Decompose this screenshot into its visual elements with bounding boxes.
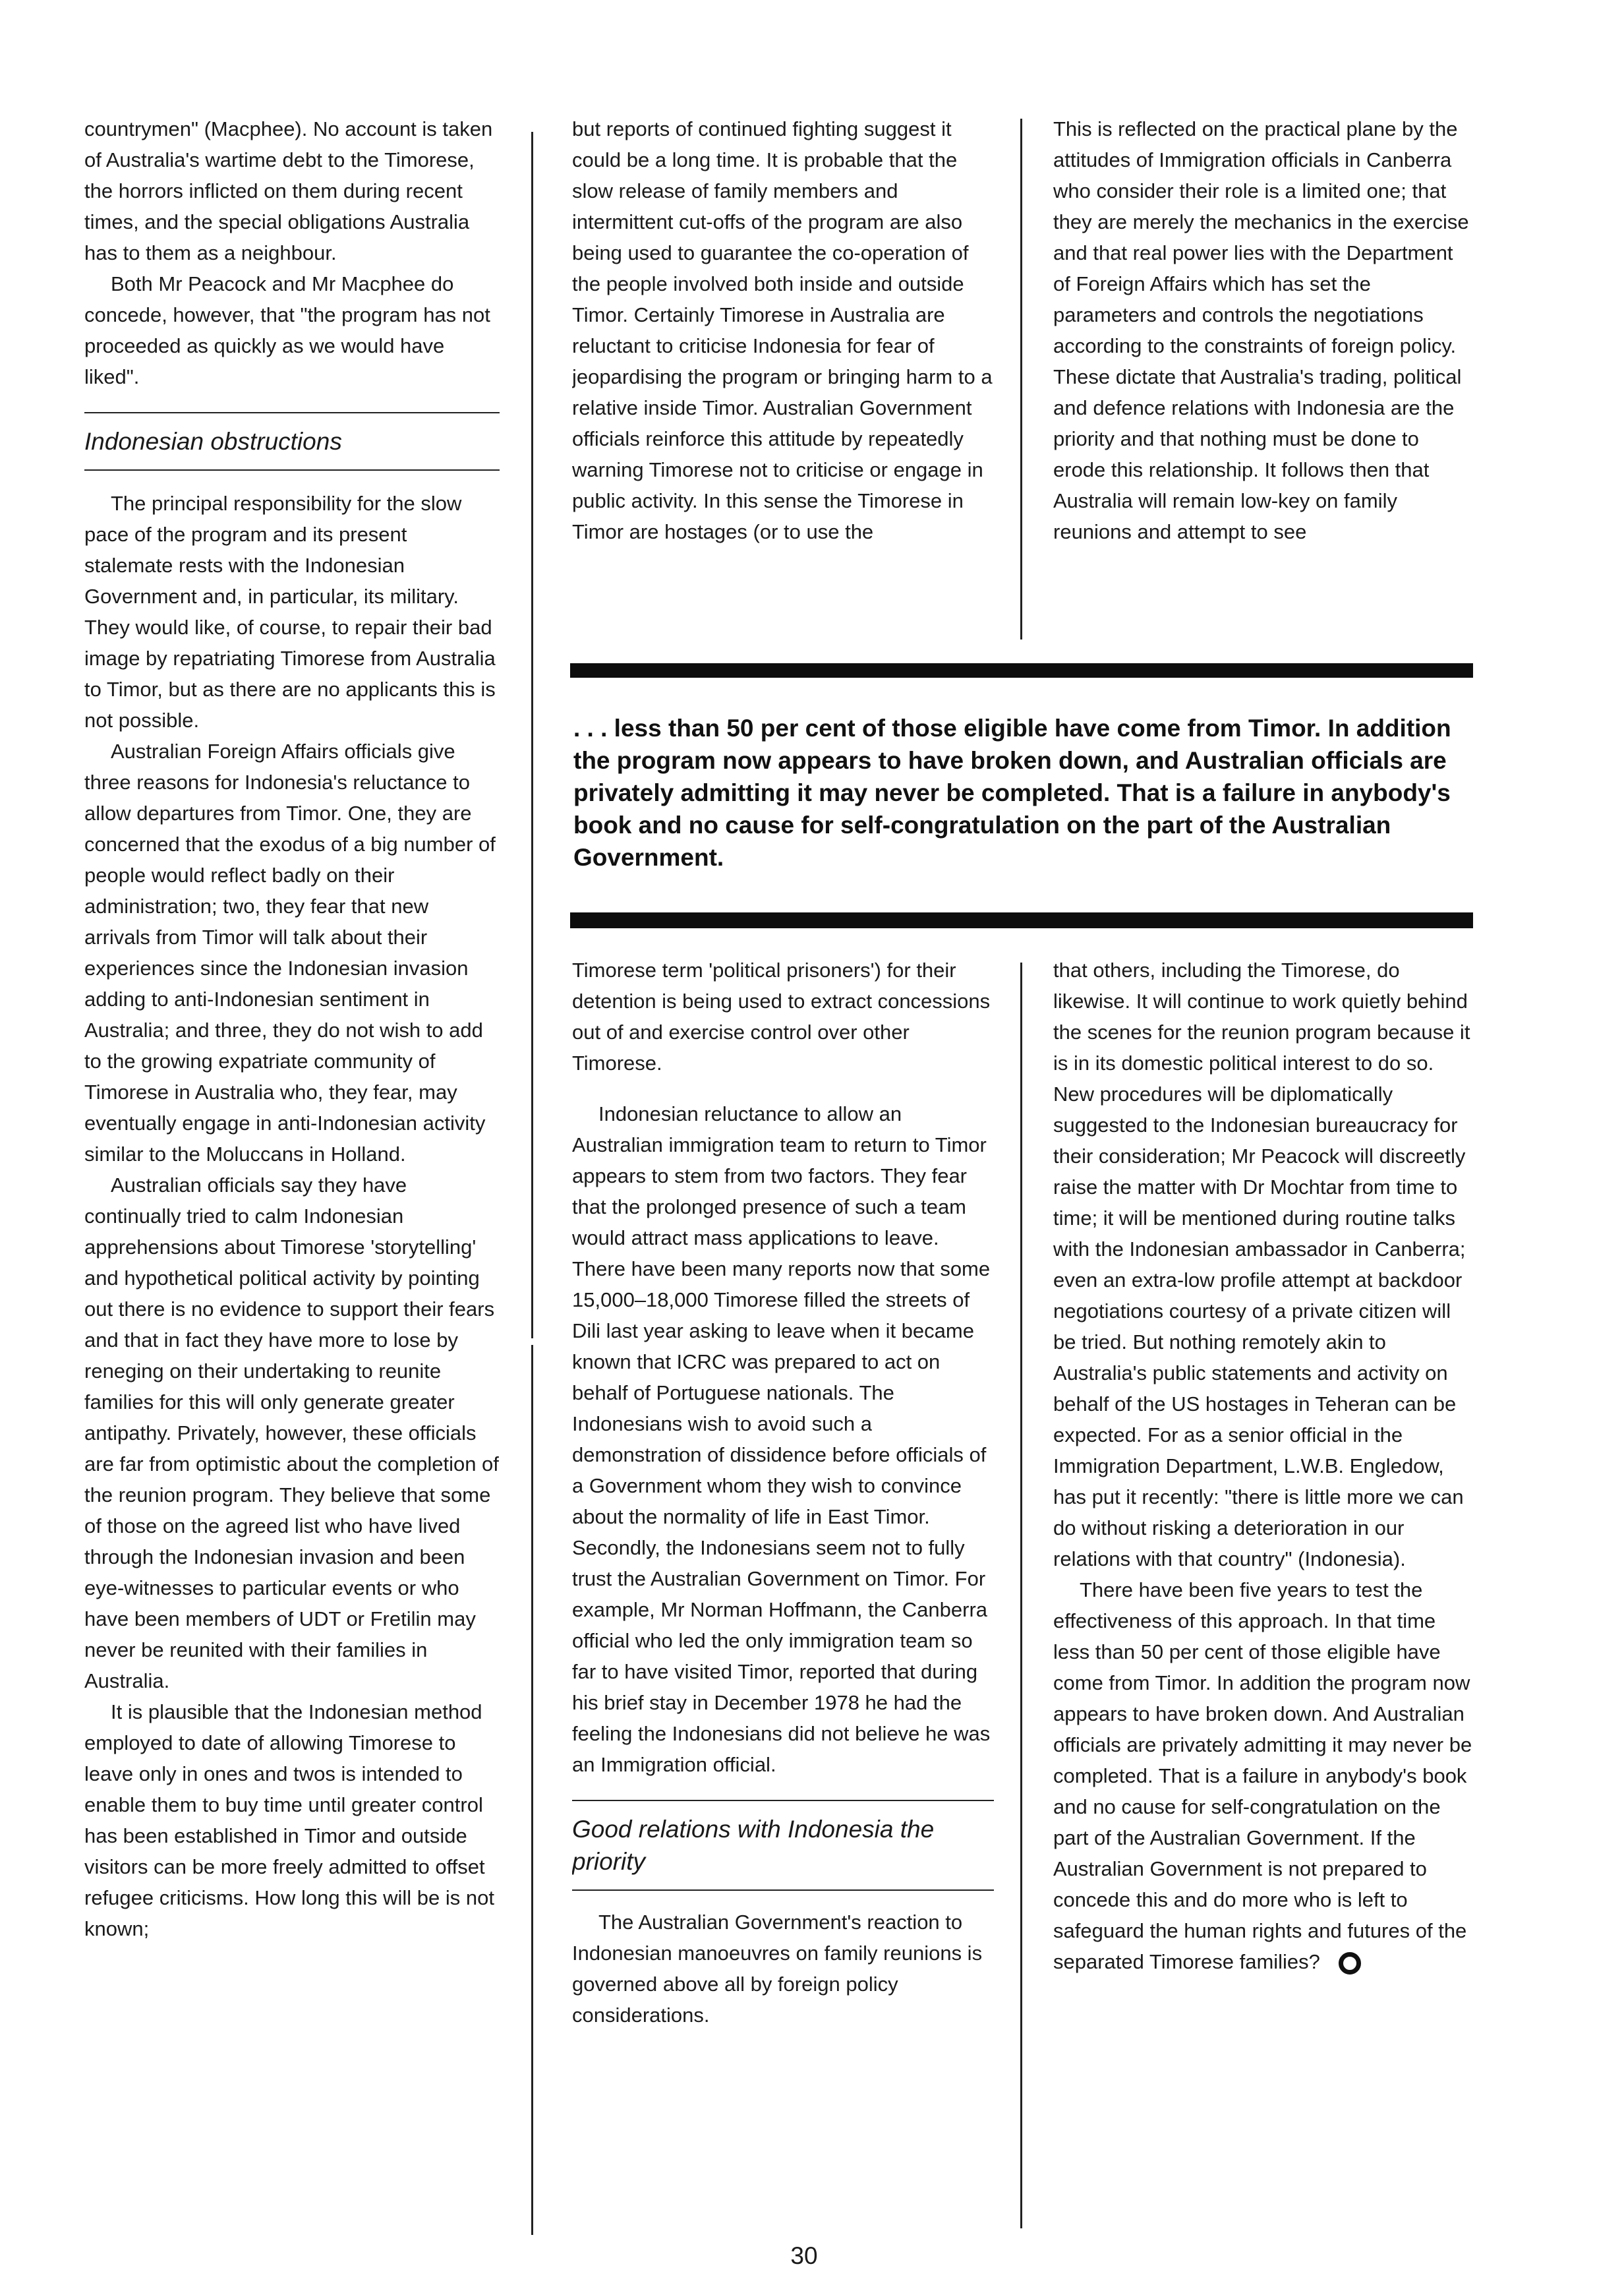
column-3-top (1053, 113, 1475, 641)
column-2-bottom (572, 955, 994, 2236)
column-divider (1020, 119, 1022, 639)
column-divider (531, 132, 533, 1338)
column-divider (531, 1345, 533, 2235)
column-2-top (572, 113, 994, 641)
paragraph-text: There have been five years to test the effectiveness of this approach. In that time less than 50 per cent of those eligible have come from Timor. In addition the program now appears to have broken down. And Australian officials are privately admitting it may never be completed. That is a failure in anybody's book and no cause for self-congratulation on the part of the Australian Government. If the Australian Government is not prepared to concede this and do more who is left to safeguard the human rights and futures of the separated Timorese families? (1053, 1578, 1472, 1973)
page-number: 30 (790, 2242, 818, 2269)
paragraph: Indonesian reluctance to allow an Australian immigration team to return to Timor appears to stem from two factors. They fear that the prolonged presence of such a team would attract mass applications to leave. There have been many reports now that some 15,000–18,000 Timorese filled the streets of Dili last year asking to leave when it became known that ICRC was prepared to act on behalf of Portuguese nationals. The Indonesians wish to avoid such a demonstration of dissidence before officials of a Government whom they wish to convince about the normality of life in East Timor. Secondly, the Indonesians seem not to fully trust the Australian Government on Timor. For example, Mr Norman Hoffmann, the Canberra official who led the only immigration team so far to have visited Timor, reported that during his brief stay in December 1978 he had the feeling the Indonesians did not believe he was an Immigration official. (572, 1102, 991, 1776)
paragraph: Both Mr Peacock and Mr Macphee do concede, however, that "the program has not proceeded as quickly as we would have liked". (84, 272, 490, 388)
paragraph: Australian officials say they have continually tried to calm Indonesian apprehensions about Timorese 'storytelling' and hypothetical political activity by pointing out there is no evidence to support their fears and that in fact they have more to lose by reneging on their undertaking to reunite families for this will only generate greater antipathy. Privately, however, these officials are far from optimistic about the completion of the reunion program. They believe that some of those on the agreed list who have lived through the Indonesian invasion and been eye-witnesses to particular events or who have been members of UDT or Fretilin may never be reunited with their families in Australia. (84, 1174, 499, 1692)
column-3-bottom (1053, 955, 1475, 2236)
column-divider (1020, 963, 1022, 2228)
pullquote-rule-top (570, 663, 1473, 678)
section-rule-bottom (572, 1889, 994, 1891)
section-rule-top (84, 412, 500, 413)
section-heading: Indonesian obstructions (84, 428, 342, 455)
paragraph: The principal responsibility for the slow pace of the program and its present stalemate rests with the Indonesian Government and, in particular, its military. They would like, of course, to repair their bad image by repatriating Timorese from Australia to Timor, but as there are no applicants this is not possible. (84, 492, 496, 732)
paragraph: that others, including the Timorese, do likewise. It will continue to work quietly behind the scenes for the reunion program because it is in its domestic political interest to do so. New procedures will be diplomatically suggested to the Indonesian bureaucracy for their consideration; Mr Peacock will discreetly raise the matter with Dr Mochtar from time to time; it will be mentioned during routine talks with the Indonesian ambassador in Canberra; even an extra-low profile attempt at backdoor negotiations courtesy of a private citizen will be tried. But nothing remotely akin to Australia's public statements and activity on behalf of the US hostages in Teheran can be expected. For as a senior official in the Immigration Department, L.W.B. Engledow, has put it recently: "there is little more we can do without risking a deterioration in our relations with that country" (Indonesia). (1053, 959, 1470, 1570)
paragraph: It is plausible that the Indonesian method employed to date of allowing Timorese to leave only in ones and twos is intended to enable them to buy time until greater control has been established in Timor and outside visitors can be more freely admitted to offset refugee criticisms. How long this will be is not known; (84, 1700, 494, 1940)
section-rule-bottom (84, 469, 500, 471)
end-of-article-icon (1339, 1952, 1361, 1975)
pullquote-rule-bottom (570, 912, 1473, 928)
section-heading: Good relations with Indonesia the priority (572, 1816, 935, 1875)
paragraph: countrymen" (Macphee). No account is taken of Australia's wartime debt to the Timorese, the horrors inflicted on them during recent times, and the special obligations Australia has to them as a neighbour. (84, 117, 493, 264)
paragraph: but reports of continued fighting suggest it could be a long time. It is probable that the slow release of family members and intermittent cut-offs of the program are also being used to guarantee the co-operation of the people involved both inside and outside Timor. Certainly Timorese in Australia are reluctant to criticise Indonesia for fear of jeopardising the program or bringing harm to a relative inside Timor. Australian Government officials reinforce this attitude by repeatedly warning Timorese not to criticise or engage in public activity. In this sense the Timorese in Timor are hostages (or to use the (572, 117, 993, 543)
paragraph: Australian Foreign Affairs officials give three reasons for Indonesia's reluctance to allow departures from Timor. One, they are concerned that the exodus of a big number of people would reflect badly on their administration; two, they fear that new arrivals from Timor will talk about their experiences since the Indonesian invasion adding to anti-Indonesian sentiment in Australia; and three, they do not wish to add to the growing expatriate community of Timorese in Australia who, they fear, may eventually engage in anti-Indonesian activity similar to the Moluccans in Holland. (84, 740, 496, 1166)
paragraph: This is reflected on the practical plane by the attitudes of Immigration officials in Canberra who consider their role is a limited one; that they are merely the mechanics in the exercise and that real power lies with the Department of Foreign Affairs which has set the parameters and controls the negotiations according to the constraints of foreign policy. These dictate that Australia's trading, political and defence relations with Indonesia are the priority and that nothing must be done to erode this relationship. It follows then that Australia will remain low-key on family reunions and attempt to see (1053, 117, 1469, 543)
pullquote: . . . less than 50 per cent of those eligible have come from Timor. In addition the program now appears to have broken down, and Australian officials are privately admitting it may never be completed. That is a failure in anybody's book and no cause for self-congratulation on the part of the Australian Government. (573, 715, 1451, 871)
paragraph (1053, 1574, 1475, 1977)
paragraph: Timorese term 'political prisoners') for their detention is being used to extract concessions out of and exercise control over other Timorese. (572, 959, 991, 1075)
column-1 (84, 113, 500, 2236)
paragraph: The Australian Government's reaction to Indonesian manoeuvres on family reunions is governed above all by foreign policy considerations. (572, 1911, 983, 2027)
section-rule-top (572, 1800, 994, 1801)
